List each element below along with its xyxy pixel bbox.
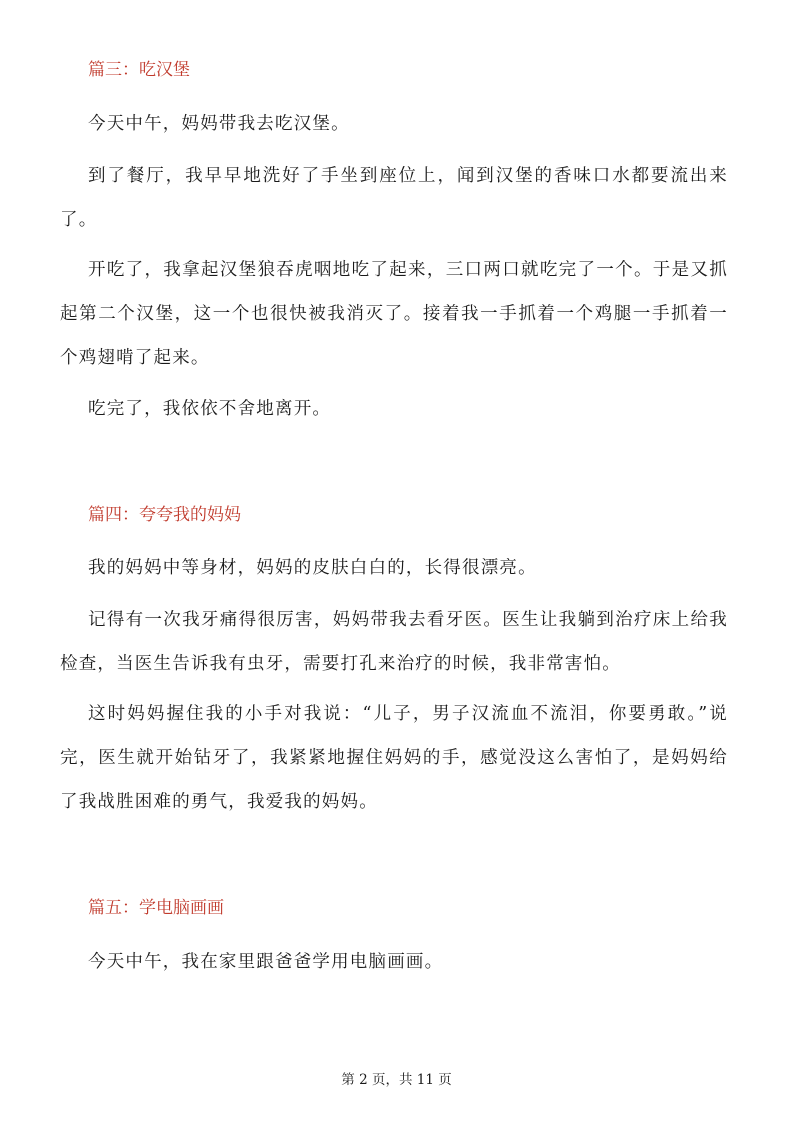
essay-body-5 [88,940,728,984]
paragraph: 记得有一次我牙痛得很厉害，妈妈带我去看牙医。医生让我躺到治疗床上给我检查，当医生告诉我有虫牙，需要打孔来治疗的时候，我非常害怕。 [60,610,728,674]
essay-body-3b [60,154,728,242]
essay-body-4 [88,546,728,590]
paragraph: 今天中午，妈妈带我去吃汉堡。 [88,114,350,134]
essay-body-4c [60,692,728,824]
essay-body-3c [60,248,728,380]
essay-body-4b [60,598,728,686]
paragraph: 这时妈妈握住我的小手对我说：“儿子，男子汉流血不流泪，你要勇敢。”说完，医生就开始钻牙了，我紧紧地握住妈妈的手，感觉没这么害怕了，是妈妈给了我战胜困难的勇气，我爱我的妈妈。 [60,704,728,812]
essay-section-4 [88,503,728,527]
essay-body-3d [88,387,728,431]
essay-heading: 篇三：吃汉堡 [88,60,190,80]
paragraph: 今天中午，我在家里跟爸爸学用电脑画画。 [88,952,444,972]
essay-heading: 篇四：夸夸我的妈妈 [88,505,241,525]
essay-body-3 [88,102,728,146]
paragraph: 开吃了，我拿起汉堡狼吞虎咽地吃了起来，三口两口就吃完了一个。于是又抓起第二个汉堡，这一个也很快被我消灭了。接着我一手抓着一个鸡腿一手抓着一个鸡翅啃了起来。 [60,260,728,368]
essay-heading: 篇五：学电脑画画 [88,898,224,918]
essay-section-3 [88,58,728,82]
essay-section-5 [88,896,728,920]
paragraph: 吃完了，我依依不舍地离开。 [88,399,332,419]
paragraph: 到了餐厅，我早早地洗好了手坐到座位上，闻到汉堡的香味口水都要流出来了。 [60,166,728,230]
paragraph: 我的妈妈中等身材，妈妈的皮肤白白的，长得很漂亮。 [88,558,537,578]
page-number-footer: 第 2 页，共 11 页 [341,1072,452,1088]
